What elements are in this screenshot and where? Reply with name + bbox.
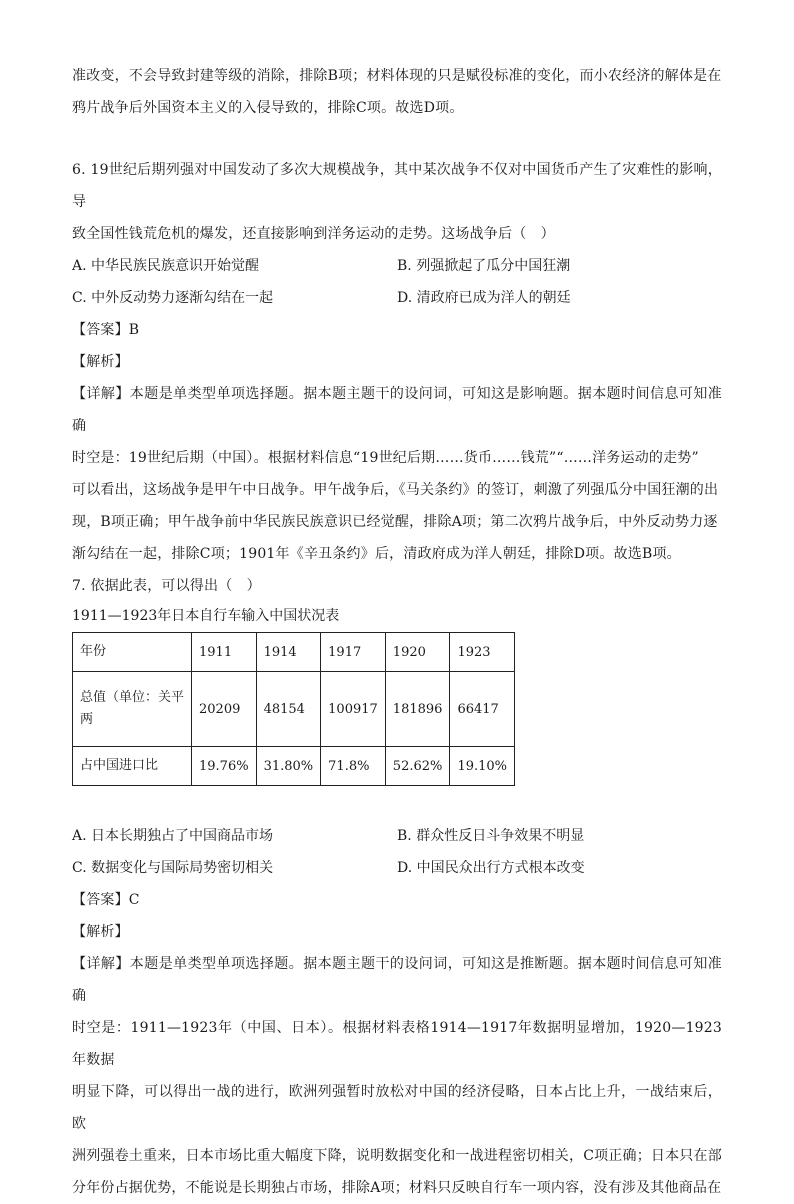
option-d: D. 中国民众出行方式根本改变 [397,860,585,876]
value-cell: 66417 [450,672,515,747]
option-a: A. 中华民族民族意识开始觉醒 [72,258,260,274]
option-b: B. 群众性反日斗争效果不明显 [397,828,585,844]
document-page [72,60,722,1204]
analysis-line: 【详解】本题是单类型单项选择题。据本题主题干的设问词，可知这是推断题。据本题时间信息可知准确 [72,956,722,1004]
row-label: 占中国进口比 [73,747,192,786]
table-row [73,672,515,747]
value-cell: 71.8% [321,747,386,786]
analysis-line: 分年份占据优势，不能说是长期独占市场，排除A项；材料只反映自行车一项内容，没有涉及其他商品在 [72,1180,722,1196]
value-cell: 19.76% [192,747,257,786]
value-cell: 31.80% [256,747,321,786]
answer-line: 【答案】B [72,322,140,338]
question-stem-line: 致全国性钱荒危机的爆发，还直接影响到洋务运动的走势。这场战争后（ ） [72,226,555,242]
answer-line: 【答案】C [72,892,140,908]
intro-paragraph [72,60,722,124]
table-row [73,633,515,672]
value-cell: 181896 [385,672,450,747]
option-c: C. 数据变化与国际局势密切相关 [72,860,274,876]
analysis-line: 洲列强卷土重来，日本市场比重大幅度下降，说明数据变化和一战进程密切相关，C项正确；日本只在部 [72,1148,722,1164]
question-stem-line: 7. 依据此表，可以得出（ ） [72,578,261,594]
text-line: 鸦片战争后外国资本主义的入侵导致的，排除C项。故选D项。 [72,100,464,116]
analysis-line: 现，B项正确；甲午战争前中华民族民族意识已经觉醒，排除A项；第二次鸦片战争后，中外反动势力逐 [72,514,718,530]
value-cell: 20209 [192,672,257,747]
question-6 [72,154,722,570]
option-d: D. 清政府已成为洋人的朝廷 [397,290,571,306]
analysis-line: 可以看出，这场战争是甲午中日战争。甲午战争后，《马关条约》的签订，刺激了列强瓜分中国狂潮的出 [72,482,719,498]
value-cell: 48154 [256,672,321,747]
analysis-heading: 【解析】 [72,354,129,370]
year-cell: 1914 [256,633,321,672]
year-cell: 1917 [321,633,386,672]
spacer [72,124,722,154]
options-grid [72,250,722,314]
table-header-label: 年份 [73,633,192,672]
year-cell: 1920 [385,633,450,672]
value-cell: 52.62% [385,747,450,786]
analysis-line: 时空是：1911—1923年（中国、日本）。根据材料表格1914—1917年数据明显增加，1920—1923年数据 [72,1020,722,1068]
question-7 [72,570,722,1204]
value-cell: 19.10% [450,747,515,786]
question-stem-line: 6. 19世纪后期列强对中国发动了多次大规模战争，其中某次战争不仅对中国货币产生了灾难性的影响，导 [72,162,722,210]
bicycle-import-table [72,632,515,786]
option-a: A. 日本长期独占了中国商品市场 [72,828,274,844]
option-b: B. 列强掀起了瓜分中国狂潮 [397,258,571,274]
analysis-line: 渐勾结在一起，排除C项；1901年《辛丑条约》后，清政府成为洋人朝廷，排除D项。故选B项。 [72,546,681,562]
spacer [72,786,722,820]
text-line: 准改变，不会导致封建等级的消除，排除B项；材料体现的只是赋役标准的变化，而小农经济的解体是在 [72,68,722,84]
option-c: C. 中外反动势力逐渐勾结在一起 [72,290,274,306]
analysis-line: 明显下降，可以得出一战的进行，欧洲列强暂时放松对中国的经济侵略，日本占比上升，一战结束后，欧 [72,1084,722,1132]
row-label: 总值（单位：关平两 [73,672,192,747]
year-cell: 1911 [192,633,257,672]
analysis-line: 【详解】本题是单类型单项选择题。据本题主题干的设问词，可知这是影响题。据本题时间信息可知准确 [72,386,722,434]
analysis-heading: 【解析】 [72,924,129,940]
options-grid [72,820,722,884]
table-row [73,747,515,786]
table-caption: 1911—1923年日本自行车输入中国状况表 [72,608,340,624]
year-cell: 1923 [450,633,515,672]
analysis-line: 时空是：19世纪后期（中国）。根据材料信息“19世纪后期……货币……钱荒”“……洋务运动的走势” [72,450,699,466]
value-cell: 100917 [321,672,386,747]
